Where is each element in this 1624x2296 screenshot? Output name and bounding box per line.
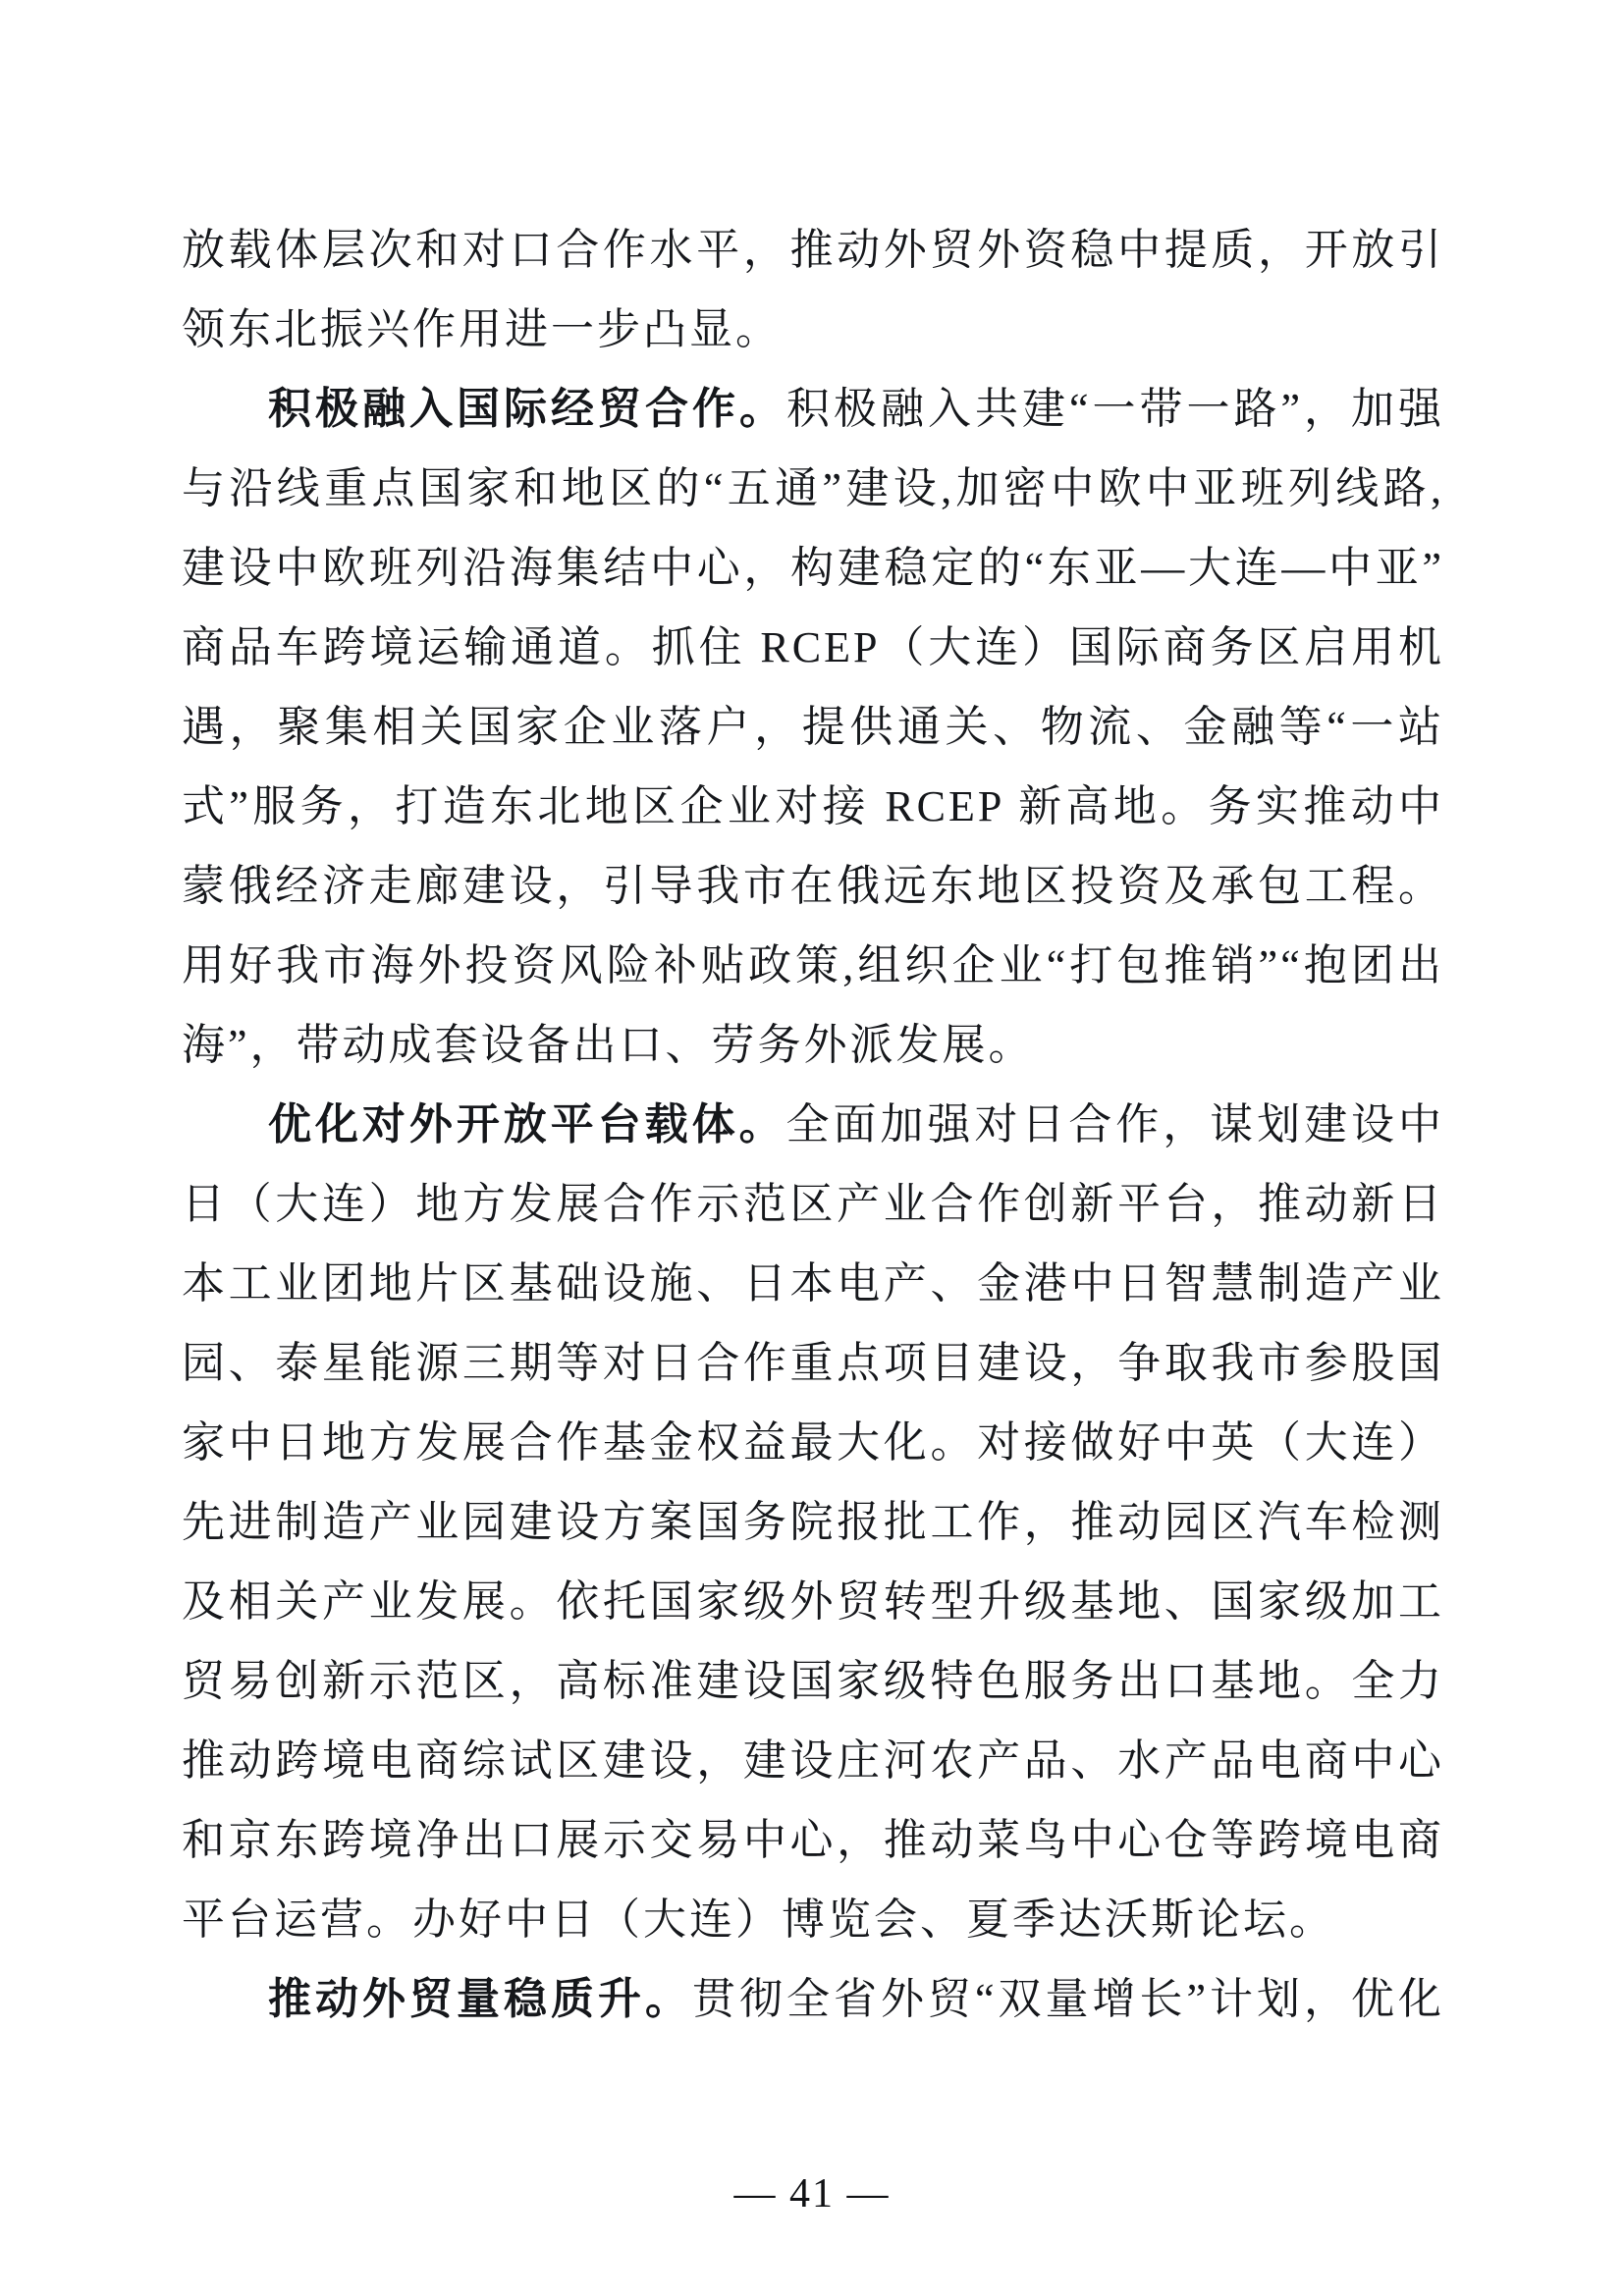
line-text: 和京东跨境净出口展示交易中心，推动菜鸟中心仓等跨境电商: [182, 1816, 1444, 1864]
text-line: [182, 1800, 1444, 1880]
line-text: 用好我市海外投资风险补贴政策,组织企业“打包推销”“抱团出: [182, 941, 1444, 989]
page-number: — 41 —: [733, 2171, 891, 2216]
text-line: [182, 528, 1444, 608]
paragraph-start-line: [182, 369, 1444, 449]
line-text: 积极融入共建“一带一路”，加强: [785, 385, 1445, 433]
line-text: 建设中欧班列沿海集结中心，构建稳定的“东亚—大连—中亚”: [182, 544, 1444, 592]
bold-lead: 积极融入国际经贸合作。: [268, 385, 786, 433]
text-line: [182, 1244, 1444, 1323]
line-text: 贸易创新示范区，高标准建设国家级特色服务出口基地。全力: [182, 1657, 1444, 1705]
text-line: [182, 1164, 1444, 1244]
text-line: [182, 1562, 1444, 1641]
line-text: 园、泰星能源三期等对日合作重点项目建设，争取我市参股国: [182, 1339, 1444, 1387]
bold-lead: 推动外贸量稳质升。: [268, 1975, 692, 2023]
line-text: 推动跨境电商综试区建设，建设庄河农产品、水产品电商中心: [182, 1736, 1444, 1785]
text-line: [182, 290, 1444, 369]
line-text: 贯彻全省外贸“双量增长”计划，优化: [691, 1975, 1445, 2023]
line-text: 平台运营。办好中日（大连）博览会、夏季达沃斯论坛。: [182, 1896, 1335, 1944]
text-line: [182, 687, 1444, 767]
bold-lead: 优化对外开放平台载体。: [268, 1100, 786, 1148]
text-line: [182, 1880, 1444, 1959]
line-text: 式”服务，打造东北地区企业对接 RCEP 新高地。务实推动中: [182, 782, 1444, 830]
line-text: 海”，带动成套设备出口、劳务外派发展。: [182, 1021, 1035, 1069]
line-text: 蒙俄经济走廊建设，引导我市在俄远东地区投资及承包工程。: [182, 862, 1444, 910]
text-line: [182, 1005, 1444, 1085]
line-text: 本工业团地片区基础设施、日本电产、金港中日智慧制造产业: [182, 1259, 1444, 1308]
text-line: [182, 1323, 1444, 1403]
line-text: 领东北振兴作用进一步凸显。: [182, 305, 782, 353]
line-text: 放载体层次和对口合作水平，推动外贸外资稳中提质，开放引: [182, 226, 1444, 274]
text-line: [182, 846, 1444, 926]
text-line: [182, 1403, 1444, 1482]
body-text: [182, 210, 1444, 2039]
text-line: [182, 449, 1444, 528]
text-line: [182, 210, 1444, 290]
text-line: [182, 926, 1444, 1005]
line-text: 与沿线重点国家和地区的“五通”建设,加密中欧中亚班列线路,: [182, 464, 1444, 512]
text-line: [182, 1721, 1444, 1800]
line-text: 家中日地方发展合作基金权益最大化。对接做好中英（大连）: [182, 1418, 1444, 1467]
text-line: [182, 767, 1444, 846]
paragraph-start-line: [182, 1085, 1444, 1164]
line-text: 及相关产业发展。依托国家级外贸转型升级基地、国家级加工: [182, 1577, 1444, 1626]
text-line: [182, 608, 1444, 687]
line-text: 遇，聚集相关国家企业落户，提供通关、物流、金融等“一站: [182, 703, 1444, 751]
line-text: 全面加强对日合作，谋划建设中: [785, 1100, 1445, 1148]
line-text: 先进制造产业园建设方案国务院报批工作，推动园区汽车检测: [182, 1498, 1444, 1546]
line-text: 商品车跨境运输通道。抓住 RCEP（大连）国际商务区启用机: [182, 623, 1444, 671]
paragraph-start-line: [182, 1959, 1444, 2039]
line-text: 日（大连）地方发展合作示范区产业合作创新平台，推动新日: [182, 1180, 1444, 1228]
text-line: [182, 1641, 1444, 1721]
text-line: [182, 1482, 1444, 1562]
